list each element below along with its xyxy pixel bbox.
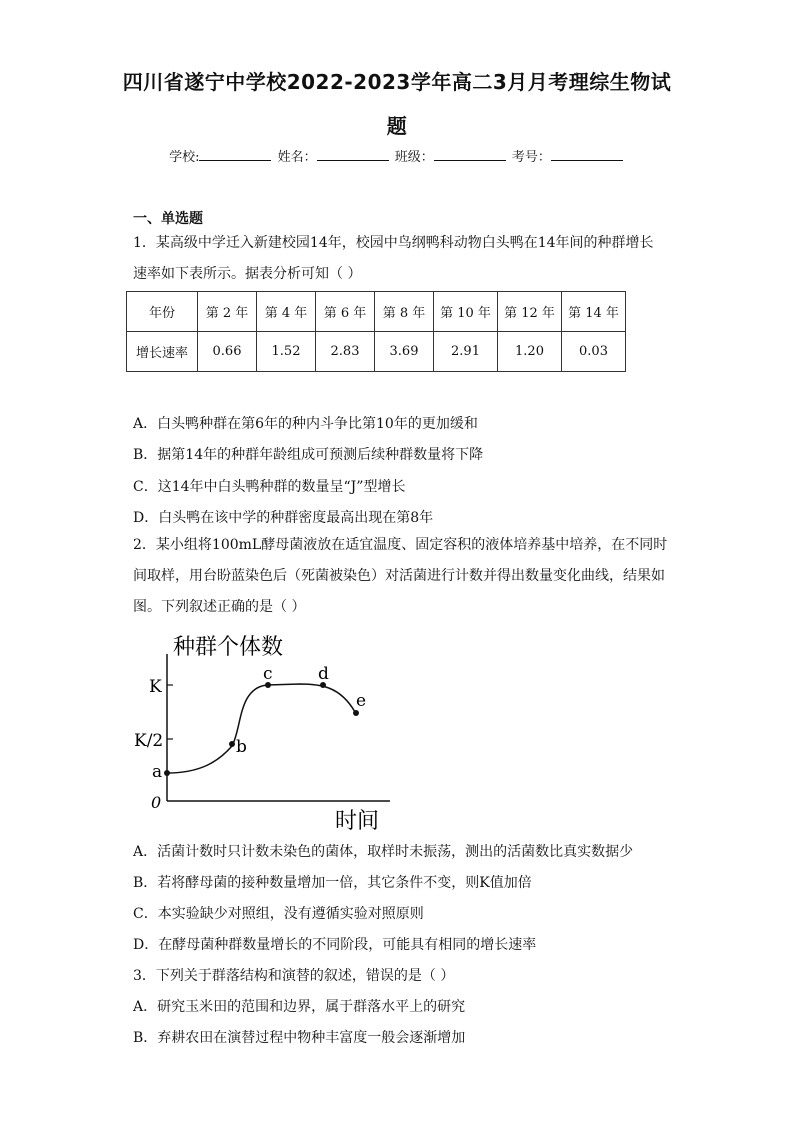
school-label: 学校: [169,150,200,165]
x-axis-label: 时间 [335,809,380,834]
q2-option-b[interactable]: B．若将酵母菌的接种数量增加一倍，其它条件不变，则K值加倍 [133,875,532,891]
class-blank[interactable] [434,148,506,161]
table-cell: 2.83 [316,332,375,372]
population-curve-chart [130,628,400,838]
table-cell: 1.52 [257,332,316,372]
table-header-cell: 第 12 年 [498,292,562,332]
table-cell: 1.20 [498,332,562,372]
doc-title-line2: 题 [386,114,408,138]
k-label: K [149,677,162,697]
q3-option-a[interactable]: A．研究玉米田的范围和边界，属于群落水平上的研究 [133,999,466,1015]
table-row [127,332,626,372]
q2-stem-line3: 图。下列叙述正确的是（ ） [133,599,306,615]
class-label: 班级： [394,150,434,165]
student-info-line [0,146,794,165]
table-header-cell: 第 6 年 [316,292,375,332]
school-blank[interactable] [199,148,271,161]
q1-stem-line1: 1．某高级中学迁入新建校园14年，校园中鸟纲鸭科动物白头鸭在14年间的种群增长 [133,235,654,251]
point-d-label: d [318,664,329,684]
k-half-label: K/2 [134,731,164,751]
table-cell: 0.66 [198,332,257,372]
table-cell: 0.03 [562,332,626,372]
q3-stem: 3．下列关于群落结构和演替的叙述，错误的是（ ） [133,968,455,984]
table-header-cell: 第 4 年 [257,292,316,332]
q1-option-d[interactable]: D．白头鸭在该中学的种群密度最高出现在第8年 [133,510,434,526]
q1-option-b[interactable]: B．据第14年的种群年龄组成可预测后续种群数量将下降 [133,447,484,463]
q1-stem [133,228,673,290]
table-header-cell: 第 14 年 [562,292,626,332]
point-a [164,770,170,776]
q3-option-b[interactable]: B．弃耕农田在演替过程中物种丰富度一般会逐渐增加 [133,1030,466,1046]
y-axis-label: 种群个体数 [173,635,284,660]
table-header-cell: 第 10 年 [434,292,498,332]
doc-title-line1: 四川省遂宁中学校2022-2023学年高二3月月考理综生物试 [122,70,672,94]
table-header-cell: 年份 [127,292,198,332]
q1-option-a[interactable]: A．白头鸭种群在第6年的种内斗争比第10年的更加缓和 [133,416,478,432]
point-b-label: b [236,737,247,757]
q1-stem-line2: 速率如下表所示。据表分析可知（ ） [133,266,362,282]
q2-stem-line2: 间取样，用台盼蓝染色后（死菌被染色）对活菌进行计数并得出数量变化曲线，结果如 [133,568,665,584]
exam-no-blank[interactable] [551,148,623,161]
name-label: 姓名： [277,150,317,165]
table-cell: 增长速率 [127,332,198,372]
q2-option-d[interactable]: D．在酵母菌种群数量增长的不同阶段，可能具有相同的增长速率 [133,937,537,953]
point-c-label: c [263,664,273,684]
table-header-cell: 第 2 年 [198,292,257,332]
section-heading: 一、单选题 [133,211,203,227]
q2-option-c[interactable]: C．本实验缺少对照组，没有遵循实验对照原则 [133,906,424,922]
table-header-row [127,292,626,332]
table-cell: 2.91 [434,332,498,372]
name-blank[interactable] [317,148,389,161]
point-b [229,741,235,747]
q2-stem-line1: 2．某小组将100mL酵母菌液放在适宜温度、固定容积的液体培养基中培养，在不同时 [133,537,668,553]
q2-stem [133,530,673,623]
growth-rate-table [126,291,626,372]
population-curve [167,684,355,773]
point-a-label: a [152,762,163,782]
table-cell: 3.69 [375,332,434,372]
q2-option-a[interactable]: A．活菌计数时只计数未染色的菌体，取样时未振荡，测出的活菌数比真实数据少 [133,844,634,860]
origin-label: 0 [151,793,162,812]
point-e-label: e [356,691,367,711]
table-header-cell: 第 8 年 [375,292,434,332]
exam-no-label: 考号： [511,150,551,165]
q1-option-c[interactable]: C．这14年中白头鸭种群的数量呈“J”型增长 [133,479,406,495]
